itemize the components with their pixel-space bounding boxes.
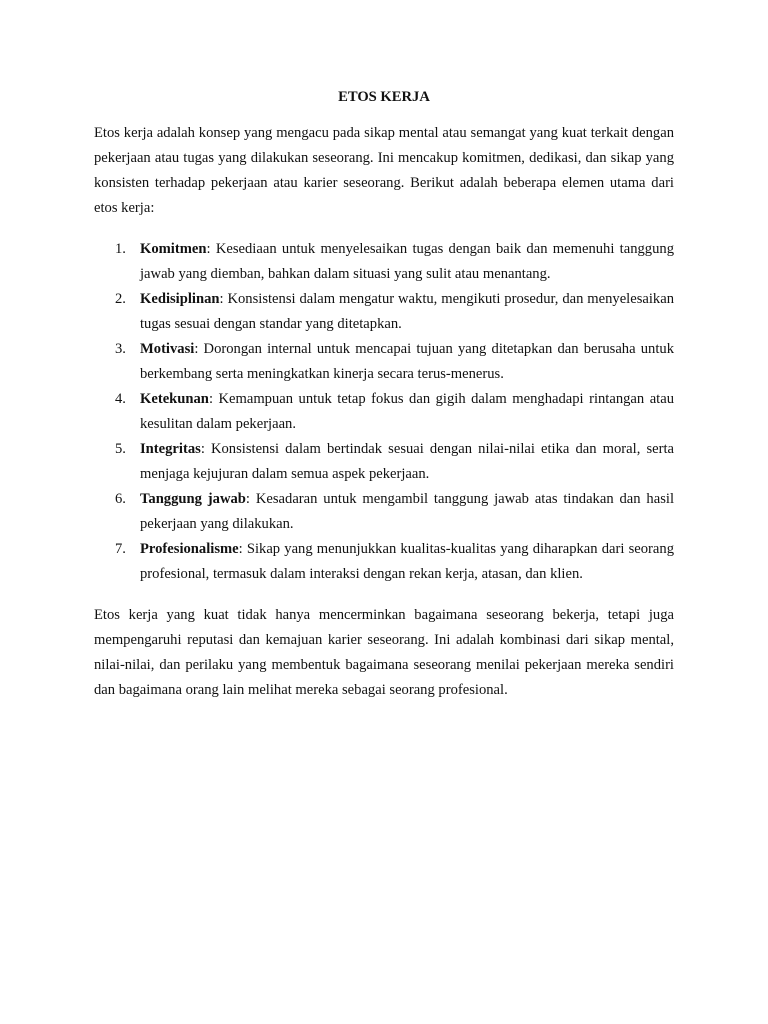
list-item-term: Ketekunan xyxy=(140,391,209,407)
list-item-term: Integritas xyxy=(140,441,201,457)
list-item-description: : Dorongan internal untuk mencapai tujuan yang ditetapkan dan berusaha untuk berkembang serta meningkatkan kinerja secara terus-menerus. xyxy=(140,341,674,382)
list-item-description: : Kesadaran untuk mengambil tanggung jawab atas tindakan dan hasil pekerjaan yang dilakukan. xyxy=(140,491,674,532)
list-item-term: Kedisiplinan xyxy=(140,291,220,307)
work-ethic-elements-list xyxy=(94,237,674,587)
list-item-number: 5. xyxy=(115,441,126,457)
document-title: ETOS KERJA xyxy=(338,89,430,105)
intro-paragraph: Etos kerja adalah konsep yang mengacu pada sikap mental atau semangat yang kuat terkait dengan pekerjaan atau tugas yang dilakukan seseorang. Ini mencakup komitmen, dedikasi, dan sikap yang konsisten terhadap pekerjaan atau karier seseorang. Berikut adalah beberapa elemen utama dari etos kerja: xyxy=(94,125,674,216)
list-item-term: Komitmen xyxy=(140,241,207,257)
list-item xyxy=(94,387,674,437)
list-item-description: : Kesediaan untuk menyelesaikan tugas dengan baik dan memenuhi tanggung jawab yang diemban, bahkan dalam situasi yang sulit atau menantang. xyxy=(140,241,674,282)
list-item-description: : Kemampuan untuk tetap fokus dan gigih dalam menghadapi rintangan atau kesulitan dalam pekerjaan. xyxy=(140,391,674,432)
list-item xyxy=(94,537,674,587)
list-item-term: Profesionalisme xyxy=(140,541,239,557)
list-item-term: Motivasi xyxy=(140,341,195,357)
list-item-description: : Sikap yang menunjukkan kualitas-kualitas yang diharapkan dari seorang profesional, termasuk dalam interaksi dengan rekan kerja, atasan, dan klien. xyxy=(140,541,674,582)
list-item xyxy=(94,287,674,337)
document-page xyxy=(94,86,674,703)
list-item-description: : Konsistensi dalam mengatur waktu, mengikuti prosedur, dan menyelesaikan tugas sesuai dengan standar yang ditetapkan. xyxy=(140,291,674,332)
list-item-term: Tanggung jawab xyxy=(140,491,246,507)
list-item-description: : Konsistensi dalam bertindak sesuai dengan nilai-nilai etika dan moral, serta menjaga kejujuran dalam semua aspek pekerjaan. xyxy=(140,441,674,482)
list-item xyxy=(94,437,674,487)
list-item xyxy=(94,487,674,537)
conclusion-paragraph: Etos kerja yang kuat tidak hanya mencerminkan bagaimana seseorang bekerja, tetapi juga mempengaruhi reputasi dan kemajuan karier seseorang. Ini adalah kombinasi dari sikap mental, nilai-nilai, dan perilaku yang membentuk bagaimana seseorang menilai pekerjaan mereka sendiri dan bagaimana orang lain melihat mereka sebagai seorang profesional. xyxy=(94,607,674,698)
list-item xyxy=(94,337,674,387)
list-item-number: 6. xyxy=(115,491,126,507)
list-item xyxy=(94,237,674,287)
list-item-number: 7. xyxy=(115,541,126,557)
list-item-number: 2. xyxy=(115,291,126,307)
list-item-number: 4. xyxy=(115,391,126,407)
list-item-number: 3. xyxy=(115,341,126,357)
list-item-number: 1. xyxy=(115,241,126,257)
